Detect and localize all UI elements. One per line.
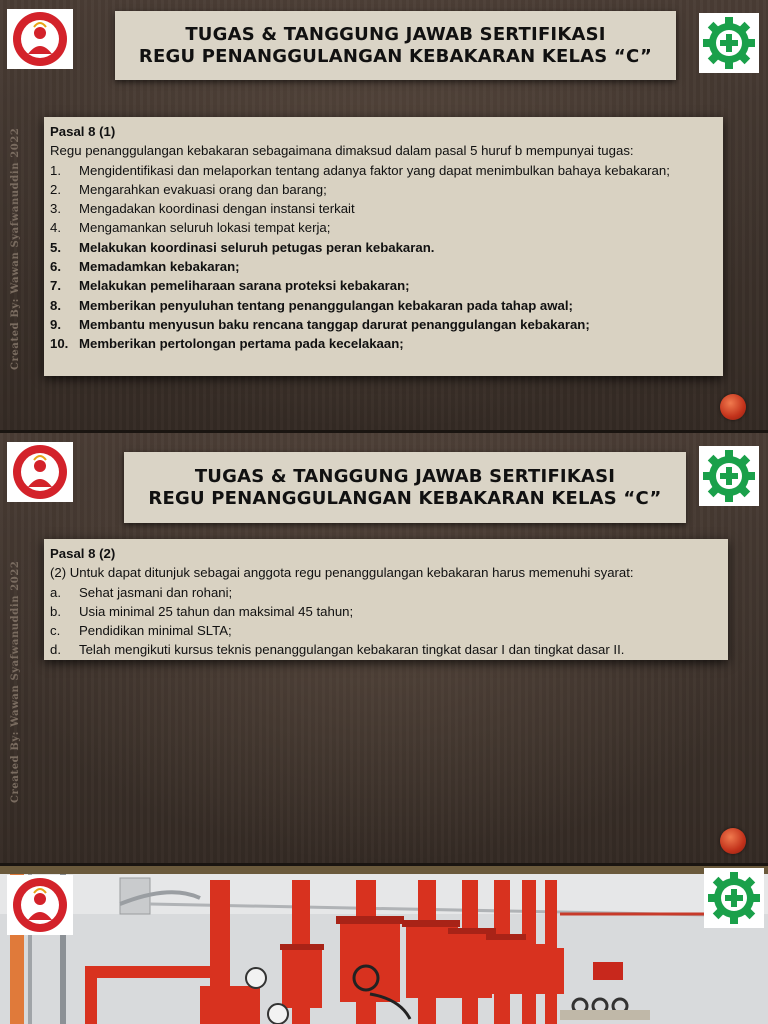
list-item: b. Usia minimal 25 tahun dan maksimal 45 tahun;: [50, 603, 354, 619]
pasal-intro: (2) Untuk dapat ditunjuk sebagai anggota regu penanggulangan kebakaran harus memenuhi syarat:: [50, 565, 634, 581]
slide-title: [124, 452, 686, 523]
list-item: 3. Mengadakan koordinasi dengan instansi terkait: [50, 201, 355, 217]
list-item: 7. Melakukan pemeliharaan sarana proteksi kebakaran;: [50, 278, 410, 294]
list-item: c. Pendidikan minimal SLTA;: [50, 623, 232, 639]
slide-title: [115, 11, 676, 80]
k3-gear-icon: [699, 446, 759, 506]
turn-to-fire-logo: [7, 9, 73, 69]
list-item: 8. Memberikan penyuluhan tentang penanggulangan kebakaran pada tahap awal;: [50, 297, 573, 313]
slide-2: [0, 433, 768, 863]
turn-to-fire-logo: [7, 875, 73, 935]
k3-gear-icon: [704, 868, 764, 928]
list-item: a. Sehat jasmani dan rohani;: [50, 584, 233, 600]
watermark: Created By: Wawan Syafwanuddin 2022: [10, 560, 21, 803]
fire-sprinkler-pipes-photo: [0, 874, 768, 1024]
pasal-intro: Regu penanggulangan kebakaran sebagaimana dimaksud dalam pasal 5 huruf b mempunyai tugas:: [50, 143, 634, 159]
slide-nav-dot[interactable]: [720, 394, 746, 420]
pasal-8-1-box: [44, 117, 723, 376]
list-item: d. Telah mengikuti kursus teknis penanggulangan kebakaran tingkat dasar I dan tingkat dasar II.: [50, 642, 625, 658]
title-line-2: REGU PENANGGULANGAN KEBAKARAN KELAS “C”: [138, 45, 653, 67]
title-line-2: REGU PENANGGULANGAN KEBAKARAN KELAS “C”: [148, 487, 662, 509]
list-item: 4. Mengamankan seluruh lokasi tempat kerja;: [50, 220, 331, 236]
title-line-1: TUGAS & TANGGUNG JAWAB SERTIFIKASI: [185, 23, 606, 45]
slide-3: [0, 866, 768, 1024]
turn-to-fire-logo: [7, 442, 73, 502]
pasal-heading: Pasal 8 (1): [50, 124, 116, 139]
slide-1: [0, 0, 768, 430]
list-item: 1. Mengidentifikasi dan melaporkan tentang adanya faktor yang dapat menimbulkan bahaya kebakaran;: [50, 162, 670, 178]
list-item: 6. Memadamkan kebakaran;: [50, 259, 240, 275]
k3-gear-icon: [699, 13, 759, 73]
title-line-1: TUGAS & TANGGUNG JAWAB SERTIFIKASI: [194, 465, 616, 487]
pasal-heading: Pasal 8 (2): [50, 546, 116, 561]
slide-top-border: [0, 866, 768, 874]
pasal-8-2-box: [44, 539, 728, 660]
list-item: 2. Mengarahkan evakuasi orang dan barang;: [50, 181, 327, 197]
slide-nav-dot[interactable]: [720, 828, 746, 854]
list-item: 10. Memberikan pertolongan pertama pada kecelakaan;: [50, 336, 404, 352]
watermark: Created By: Wawan Syafwanuddin 2022: [10, 127, 21, 370]
list-item: 9. Membantu menyusun baku rencana tanggap darurat penanggulangan kebakaran;: [50, 316, 590, 332]
list-item: 5. Melakukan koordinasi seluruh petugas peran kebakaran.: [50, 239, 435, 255]
